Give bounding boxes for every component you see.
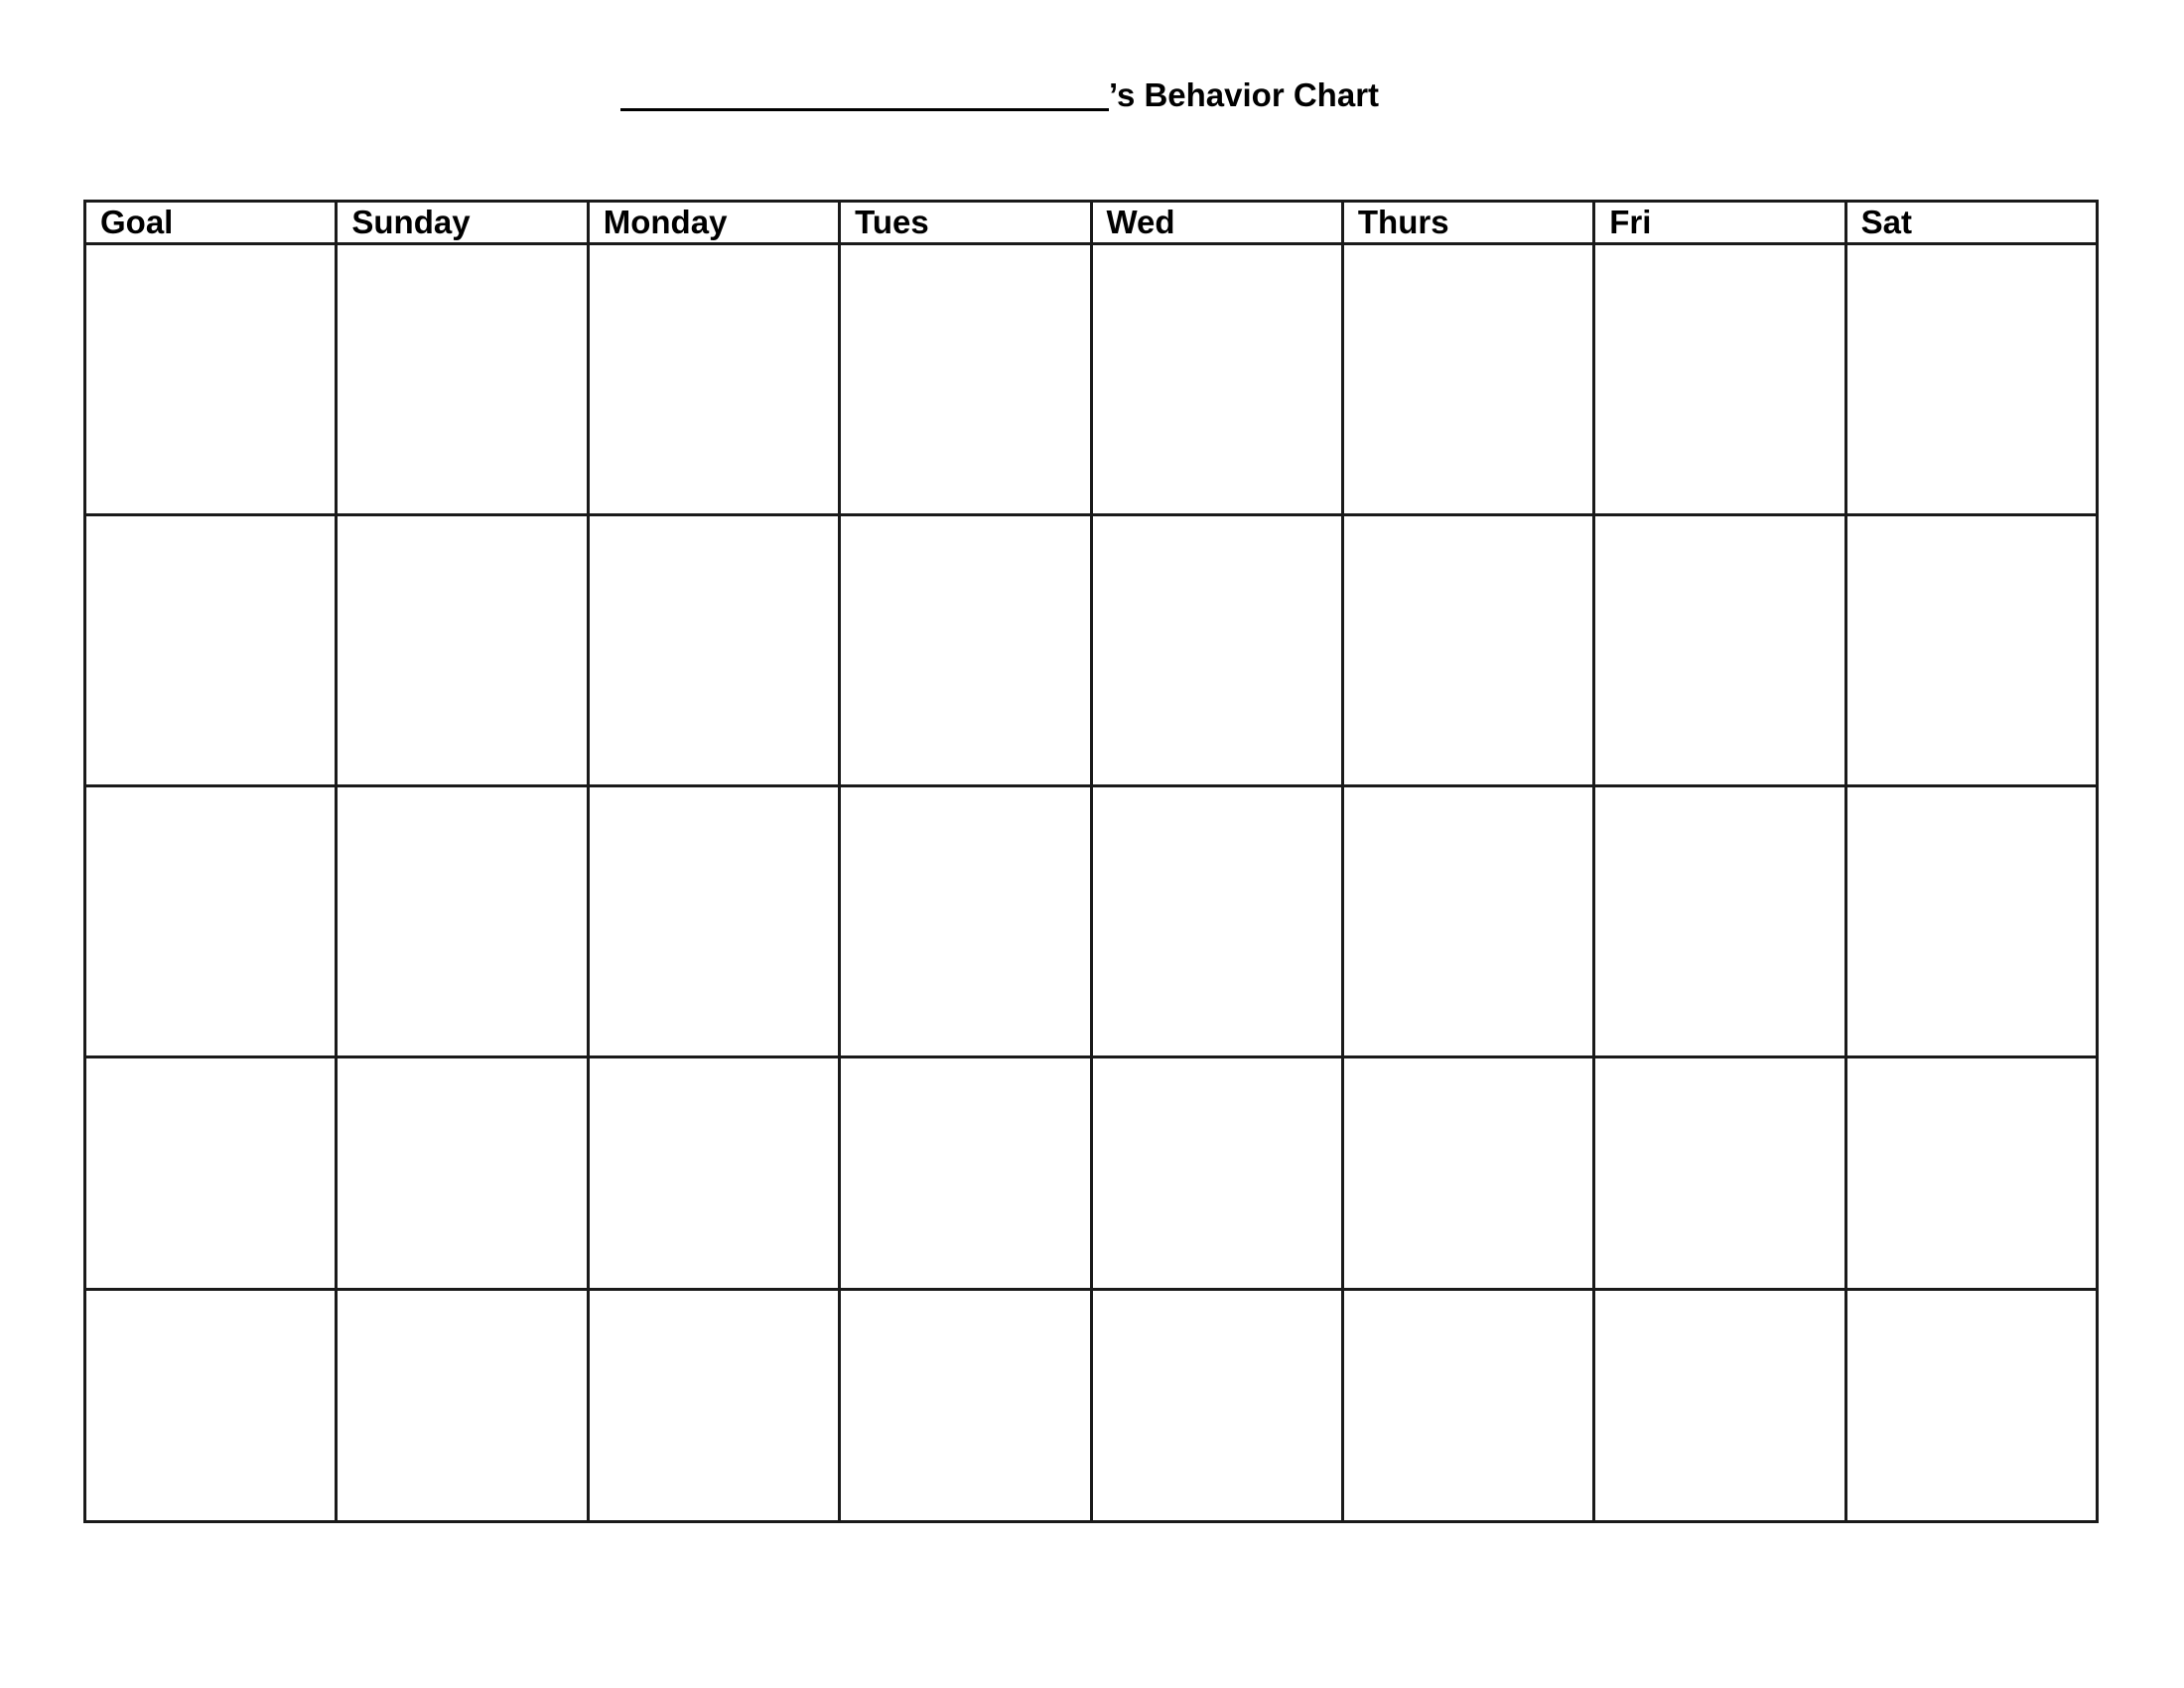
day-cell[interactable] <box>337 515 588 786</box>
day-cell[interactable] <box>840 244 1091 515</box>
day-cell[interactable] <box>588 786 839 1057</box>
column-header-goal: Goal <box>85 202 337 244</box>
day-cell[interactable] <box>840 515 1091 786</box>
day-cell[interactable] <box>1845 1057 2097 1290</box>
day-cell[interactable] <box>1091 786 1342 1057</box>
table-row <box>85 1290 2098 1522</box>
day-cell[interactable] <box>1342 786 1593 1057</box>
goal-cell[interactable] <box>85 244 337 515</box>
chart-title <box>620 71 1379 117</box>
day-cell[interactable] <box>840 1057 1091 1290</box>
column-header-wed: Wed <box>1091 202 1342 244</box>
goal-cell[interactable] <box>85 786 337 1057</box>
day-cell[interactable] <box>1845 515 2097 786</box>
day-cell[interactable] <box>1594 244 1845 515</box>
title-text: ’s Behavior Chart <box>1109 76 1380 113</box>
day-cell[interactable] <box>840 1290 1091 1522</box>
day-cell[interactable] <box>588 1057 839 1290</box>
day-cell[interactable] <box>1342 244 1593 515</box>
day-cell[interactable] <box>337 1057 588 1290</box>
table-row <box>85 244 2098 515</box>
day-cell[interactable] <box>588 244 839 515</box>
day-cell[interactable] <box>1342 1057 1593 1290</box>
day-cell[interactable] <box>1091 515 1342 786</box>
goal-cell[interactable] <box>85 1057 337 1290</box>
day-cell[interactable] <box>337 244 588 515</box>
day-cell[interactable] <box>1845 1290 2097 1522</box>
table-row <box>85 786 2098 1057</box>
column-header-tues: Tues <box>840 202 1091 244</box>
day-cell[interactable] <box>1342 1290 1593 1522</box>
name-blank-line[interactable] <box>620 69 1109 111</box>
day-cell[interactable] <box>1594 786 1845 1057</box>
day-cell[interactable] <box>1091 1290 1342 1522</box>
day-cell[interactable] <box>1845 244 2097 515</box>
day-cell[interactable] <box>337 1290 588 1522</box>
day-cell[interactable] <box>1594 1057 1845 1290</box>
column-header-fri: Fri <box>1594 202 1845 244</box>
day-cell[interactable] <box>1594 1290 1845 1522</box>
day-cell[interactable] <box>588 515 839 786</box>
day-cell[interactable] <box>840 786 1091 1057</box>
day-cell[interactable] <box>1091 244 1342 515</box>
column-header-sat: Sat <box>1845 202 2097 244</box>
day-cell[interactable] <box>1845 786 2097 1057</box>
day-cell[interactable] <box>1342 515 1593 786</box>
column-header-thurs: Thurs <box>1342 202 1593 244</box>
day-cell[interactable] <box>1091 1057 1342 1290</box>
header-row <box>85 202 2098 244</box>
column-header-monday: Monday <box>588 202 839 244</box>
table-row <box>85 1057 2098 1290</box>
day-cell[interactable] <box>588 1290 839 1522</box>
behavior-chart-table <box>83 200 2099 1523</box>
goal-cell[interactable] <box>85 515 337 786</box>
day-cell[interactable] <box>337 786 588 1057</box>
table-row <box>85 515 2098 786</box>
column-header-sunday: Sunday <box>337 202 588 244</box>
goal-cell[interactable] <box>85 1290 337 1522</box>
day-cell[interactable] <box>1594 515 1845 786</box>
